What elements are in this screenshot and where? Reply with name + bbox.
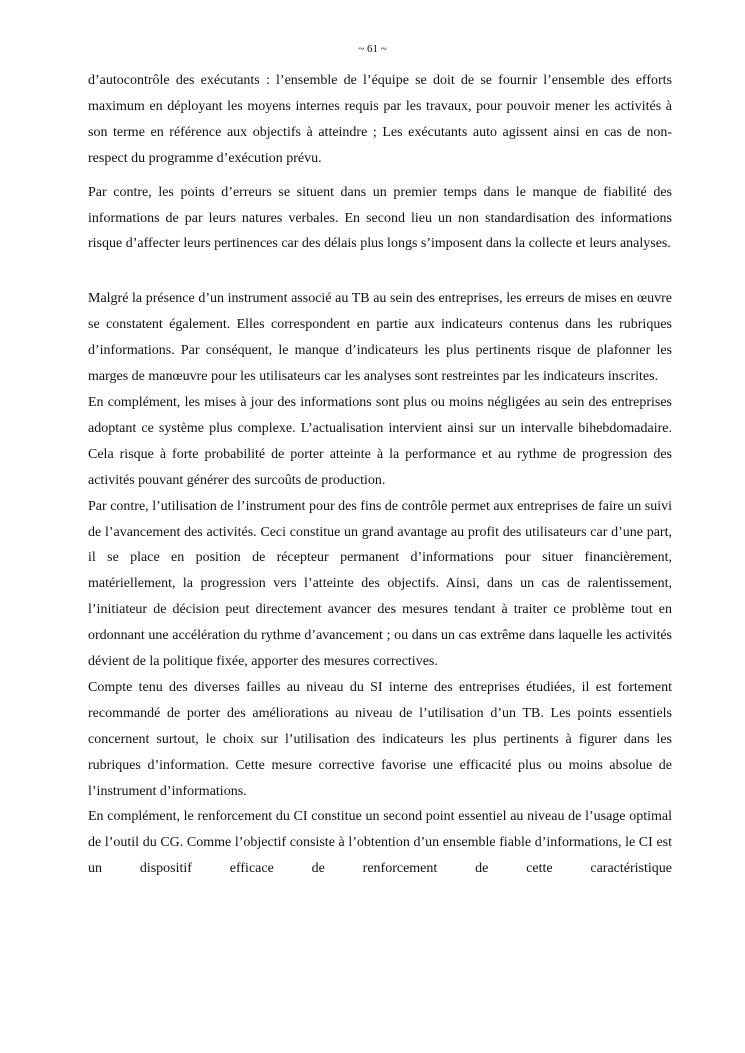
paragraph-failles-si: Compte tenu des diverses failles au niveau du SI interne des entreprises étudiées, il est fortement recommandé de porter des améliorations au niveau de l’utilisation d’un TB. Les points essentiels concernent surtout, le choix sur l’utilisation des indicateurs les plus pertinents à figurer dans les rubriques d’information. Cette mesure corrective favorise une efficacité plus ou moins absolue de l’instrument d’informations. (88, 679, 672, 799)
paragraph-mises-a-jour: En complément, les mises à jour des informations sont plus ou moins négligées au sein des entreprises adoptant ce système plus complexe. L’actualisation intervient ainsi sur un intervalle bihebdomadaire. Cela risque à forte probabilité de porter atteinte à la performance et au rythme de progression des activités pouvant générer des surcoûts de production. (88, 394, 672, 488)
paragraph-renforcement-ci: En complément, le renforcement du CI constitue un second point essentiel au niveau de l’usage optimal de l’outil du CG. Comme l’objectif consiste à l’obtention d’un ensemble fiable d’informations, le CI est un dispositif efficace de renforcement de cette caractéristique (88, 809, 672, 877)
paragraph-instrument-tb: Malgré la présence d’un instrument associé au TB au sein des entreprises, les erreurs de mises en œuvre se constatent également. Elles correspondent en partie aux indicateurs contenus dans les rubriques d’informations. Par conséquent, le manque d’indicateurs les plus pertinents risque de plafonner les marges de manœuvre pour les utilisateurs car les analyses sont restreintes par les indicateurs inscrites. (88, 291, 672, 385)
paragraph-suivi-avancement: Par contre, l’utilisation de l’instrument pour des fins de contrôle permet aux entreprises de faire un suivi de l’avancement des activités. Ceci constitue un grand avantage au profit des utilisateurs car d’une part, il se place en position de récepteur permanent d’informations pour situer financièrement, matériellement, la progression vers l’atteinte des objectifs. Ainsi, dans un cas de ralentissement, l’initiateur de décision peut directement avancer des mesures tendant à traiter ce problème tout en ordonnant une accélération du rythme d’avancement ; ou dans un cas extrême dans laquelle les activités dévient de la politique fixée, apporter des mesures correctives. (88, 498, 672, 670)
page-number: ~ 61 ~ (358, 43, 387, 55)
document-body (88, 68, 672, 882)
paragraph-autocontrole: d’autocontrôle des exécutants : l’ensemble de l’équipe se doit de se fournir l’ensemble des efforts maximum en déployant les moyens internes requis par les travaux, pour pouvoir mener les activités à son terme en référence aux objectifs à atteindre ; Les exécutants auto agissent ainsi en cas de non-respect du programme d’exécution prévu. (88, 73, 672, 166)
paragraph-points-erreurs: Par contre, les points d’erreurs se situent dans un premier temps dans le manque de fiabilité des informations de par leurs natures verbales. En second lieu un non standardisation des informations risque d’affecter leurs pertinences car des délais plus longs s’imposent dans la collecte et leurs analyses. (88, 184, 672, 252)
